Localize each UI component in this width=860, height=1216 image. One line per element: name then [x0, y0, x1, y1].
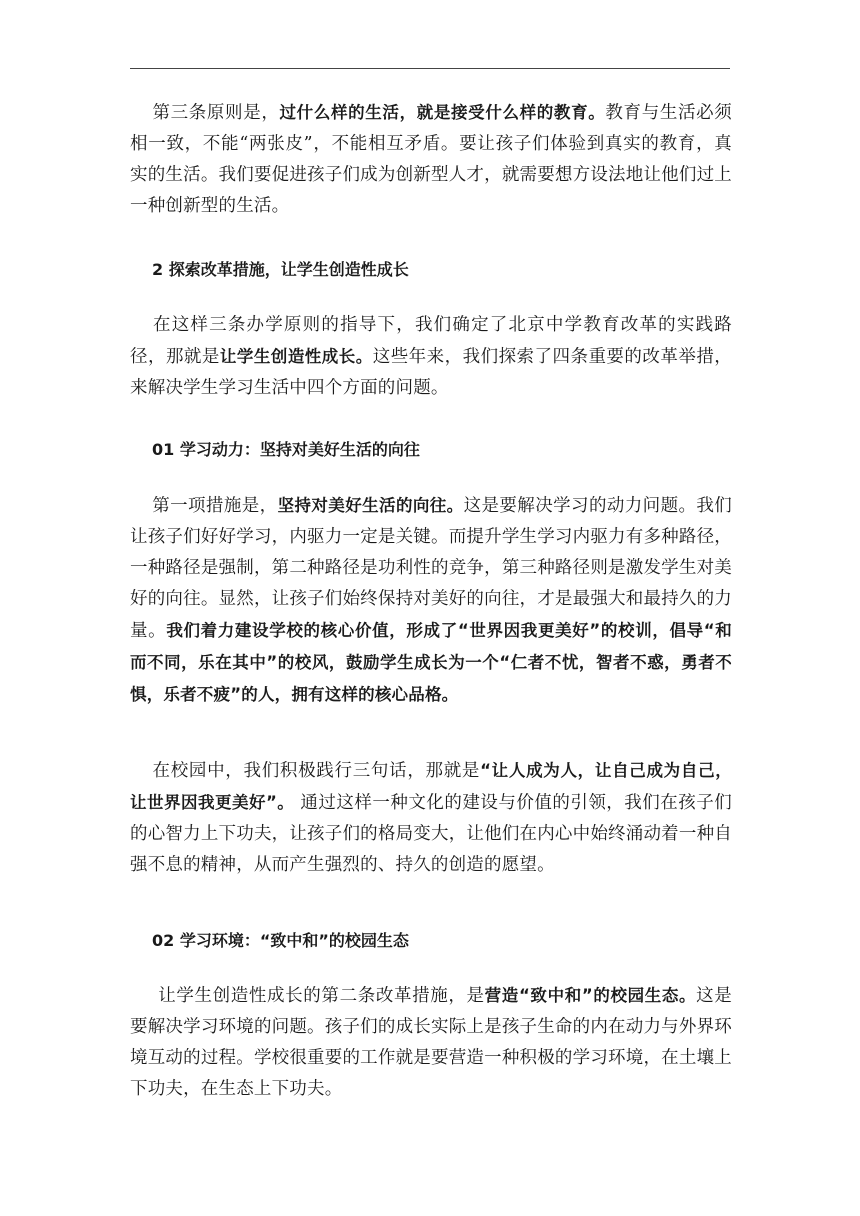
paragraph-practice-path: [130, 310, 732, 404]
bold-run: 过什么样的生活，就是接受什么样的教育。: [279, 103, 606, 122]
paragraph-campus-three-sentences: [130, 755, 732, 881]
bold-run: 让学生创造性成长。: [219, 347, 373, 366]
section-heading-01: 01 学习动力：坚持对美好生活的向往: [152, 440, 420, 459]
bold-run: “让人成为人，让自己成为自己，让世界因我更美好”。: [130, 761, 732, 812]
paragraph-principle-three: [130, 97, 732, 222]
paragraph-measure-one: [130, 490, 732, 711]
text-run: 通过这样一种文化的建设与价值的引领，我们在孩子们的心智力上下功夫，让孩子们的格局变大，让他们在内心中始终涌动着一种自强不息的精神，从而产生强烈的、持久的创造的愿望。: [130, 793, 732, 875]
text-run: 第一项措施是，: [152, 496, 278, 516]
header-rule: [130, 68, 730, 69]
text-run: 这是要解决学习环境的问题。孩子们的成长实际上是孩子生命的内在动力与外界环境互动的过程。学校很重要的工作就是要营造一种积极的学习环境，在土壤上下功夫，在生态上下功夫。: [130, 986, 732, 1099]
text-run: 这是要解决学习的动力问题。我们让孩子们好好学习，内驱力一定是关键。而提升学生学习内驱力有多种路径，一种路径是强制，第二种路径是功利性的竞争，第三种路径则是激发学生对美好的向往。显然，让孩子们始终保持对美好的向往，才是最强大和最持久的力量。: [130, 496, 733, 641]
section-heading-2: 2 探索改革措施，让学生创造性成长: [152, 260, 409, 279]
bold-run: 坚持对美好生活的向往。: [277, 496, 464, 515]
bold-run: 我们着力建设学校的核心价值，形成了“世界因我更美好”的校训，倡导“和而不同，乐在其中”的校风，鼓励学生成长为一个“仁者不忧，智者不惑，勇者不惧，乐者不疲”的人，拥有这样的核心品格。: [130, 621, 732, 704]
text-run: 在这样三条办学原则的指导下，我们确定了北京中学教育改革的实践路径，那就是: [130, 315, 732, 367]
text-run: 第三条原则是，: [152, 103, 280, 123]
text-run: 让学生创造性成长的第二条改革措施，是: [152, 986, 485, 1006]
section-heading-02: 02 学习环境：“致中和”的校园生态: [152, 931, 409, 950]
paragraph-measure-two: [130, 980, 732, 1105]
text-run: 这些年来，我们探索了四条重要的改革举措，来解决学生学习生活中四个方面的问题。: [130, 347, 733, 398]
text-run: 在校园中，我们积极践行三句话，那就是: [152, 761, 481, 781]
text-run: 教育与生活必须相一致，不能“两张皮”，不能相互矛盾。要让孩子们体验到真实的教育，真实的生活。我们要促进孩子们成为创新型人才，就需要想方设法地让他们过上一种创新型的生活。: [130, 103, 732, 216]
bold-run: 营造“致中和”的校园生态。: [484, 986, 697, 1005]
